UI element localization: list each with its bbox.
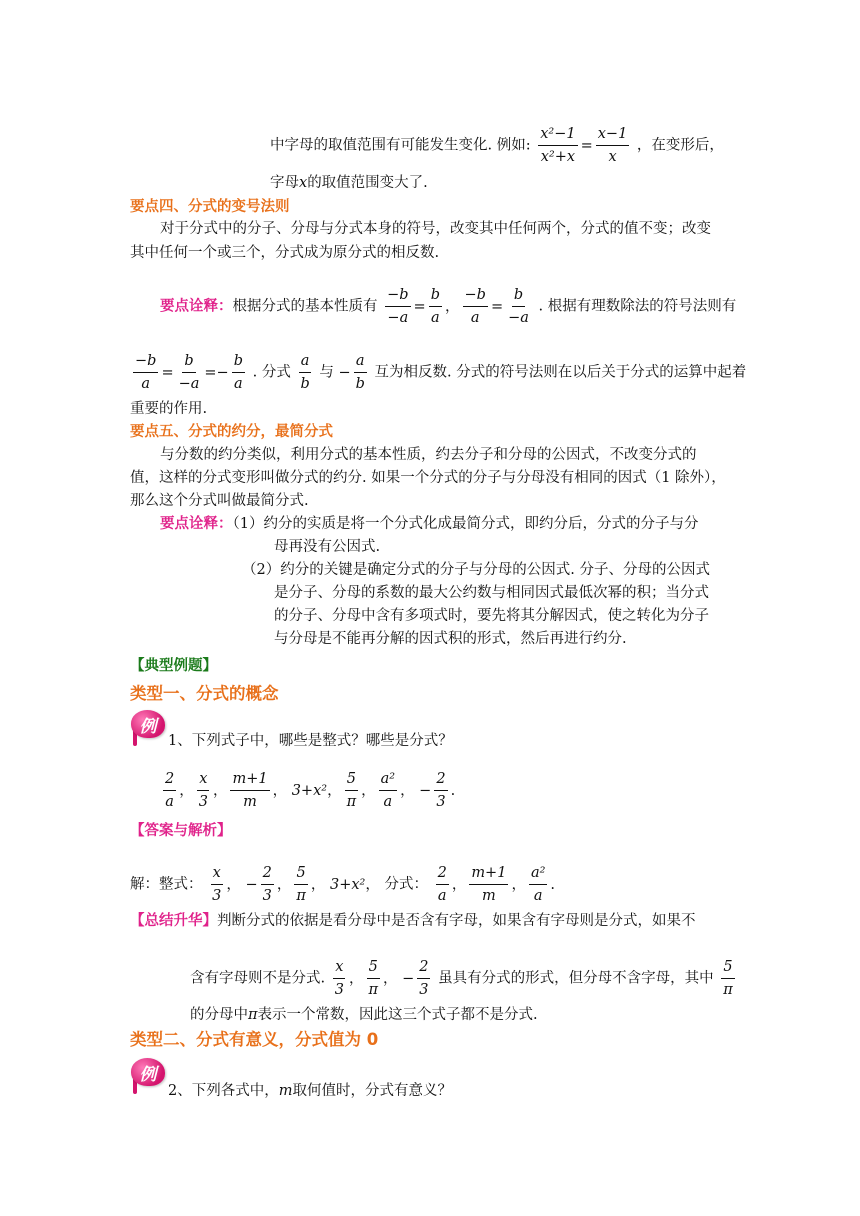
paragraph: 那么这个分式叫做最简分式. <box>130 493 309 509</box>
text-line: 与 <box>319 364 334 381</box>
text-line: 的分子、分母中含有多项式时，要先将其分解因式，使之转化为分子 <box>274 608 709 624</box>
text-line: 与分母是不能再分解的因式积的形式，然后再进行约分. <box>274 631 627 647</box>
question-1: 1、下列式子中，哪些是整式？哪些是分式？ <box>168 733 453 749</box>
heading-4: 要点四、分式的变号法则 <box>130 199 290 215</box>
paragraph: 其中任何一个或三个，分式成为原分式的相反数. <box>130 245 440 261</box>
note-label: 要点诠释： <box>160 298 233 315</box>
text-line: 互为相反数. 分式的符号法则在以后关于分式的运算中起着 <box>374 364 747 381</box>
text-line: （2）约分的关键是确定分式的分子与分母的公因式. 分子、分母的公因式 <box>242 562 710 578</box>
paragraph: 对于分式中的分子、分母与分式本身的符号，改变其中任何两个，分式的值不变；改变 <box>160 221 711 237</box>
heading-5: 要点五、分式的约分，最简分式 <box>130 424 333 440</box>
paragraph: 值，这样的分式变形叫做分式的约分. 如果一个分式的分子与分母没有相同的因式（1 除外）， <box>130 470 726 486</box>
type-2-heading: 类型二、分式有意义，分式值为 0 <box>130 1030 379 1049</box>
answer-label: 【答案与解析】 <box>130 823 232 839</box>
formula-fractional: $\frac{2}{a}$ ， $\frac{m+1}{m}$ ， $\frac{\text{a²}}{a}$ . <box>437 865 556 904</box>
text-line: 的分母中 <box>190 1007 248 1023</box>
text-line: 取何值时，分式有意义？ <box>292 1083 452 1099</box>
formula-summary: $\frac{x}{3}$ ， $\frac{5}{\pi}$ ， − $\frac{2}{3}$ <box>334 959 429 998</box>
text-line: 虽具有分式的形式，但分母不含字母，其中 <box>438 970 714 987</box>
paragraph: 与分数的约分类似，利用分式的基本性质，约去分子和分母的公因式，不改变分式的 <box>160 447 697 463</box>
text-line: 2、下列各式中， <box>168 1083 279 1099</box>
example-badge-icon: 例 <box>131 710 165 738</box>
formula-5-pi: $\frac{5}{\pi}$ <box>723 959 733 998</box>
text-line: 判断分式的依据是看分母中是否含有字母，如果含有字母则是分式，如果不 <box>217 913 696 929</box>
type-1-heading: 类型一、分式的概念 <box>130 684 279 703</box>
var-m: m <box>278 1083 293 1099</box>
text-line: 的取值范围变大了. <box>307 175 428 191</box>
text-line: 重要的作用. <box>130 401 208 417</box>
section-typical-examples: 【典型例题】 <box>130 658 217 674</box>
text-line: . 分式 <box>252 364 291 381</box>
formula-sign-rule: $\frac{-b}{-a}$ = $\frac{b}{a}$ ， $\frac{-b}{a}$ = $\frac{b}{-a}$ <box>387 287 529 326</box>
text-line: 分式： <box>384 876 428 893</box>
text-line: 根据分式的基本性质有 <box>232 298 378 315</box>
text-line: （1）约分的实质是将一个分式化成最简分式，即约分后，分式的分子与分 <box>232 516 699 532</box>
formula-example: $\frac{\text{x²−1}}{\text{x²+x}}$ = $\frac{x-1}{x}$ <box>540 126 628 165</box>
text-line: 是分子、分母的系数的最大公约数与相同因式最低次幂的积；当分式 <box>274 585 709 601</box>
formula-sign-rule-2: $\frac{-b}{a}$ = $\frac{b}{-a}$ =− $\frac{b}{a}$ <box>135 353 243 392</box>
formula-integral: $\frac{x}{3}$ ， − $\frac{2}{3}$ ， $\frac{5}{\pi}$ ， 3+x² ， <box>212 865 380 904</box>
text-line: 字母 <box>270 175 299 191</box>
note-label: 要点诠释： <box>160 516 233 532</box>
formula-q1-options: $\frac{2}{a}$ ， $\frac{x}{3}$ ， $\frac{m+1}{m}$ ， 3+x² ， $\frac{5}{\pi}$ ， $\frac{\text{a²}}{a}$ ， − $\frac{2}{3}$ . <box>165 771 456 810</box>
text-line: . 根据有理数除法的符号法则有 <box>538 298 737 315</box>
text-line: 母再没有公因式. <box>274 539 381 555</box>
example-badge-icon: 例 <box>131 1058 165 1086</box>
summary-label: 【总结升华】 <box>130 913 217 929</box>
formula-a-b: $\frac{a}{b}$ <box>300 353 310 392</box>
text-line: 中字母的取值范围有可能发生变化. 例如: <box>270 137 531 154</box>
text-line: 表示一个常数，因此这三个式子都不是分式. <box>257 1007 538 1023</box>
formula-neg-a-b: − $\frac{a}{b}$ <box>338 353 365 392</box>
text-line: 解：整式： <box>130 876 203 893</box>
text-line: ，在变形后， <box>636 137 724 154</box>
var-x: x <box>299 175 308 191</box>
text-line: 含有字母则不是分式. <box>190 970 326 987</box>
var-pi: π <box>248 1007 258 1023</box>
